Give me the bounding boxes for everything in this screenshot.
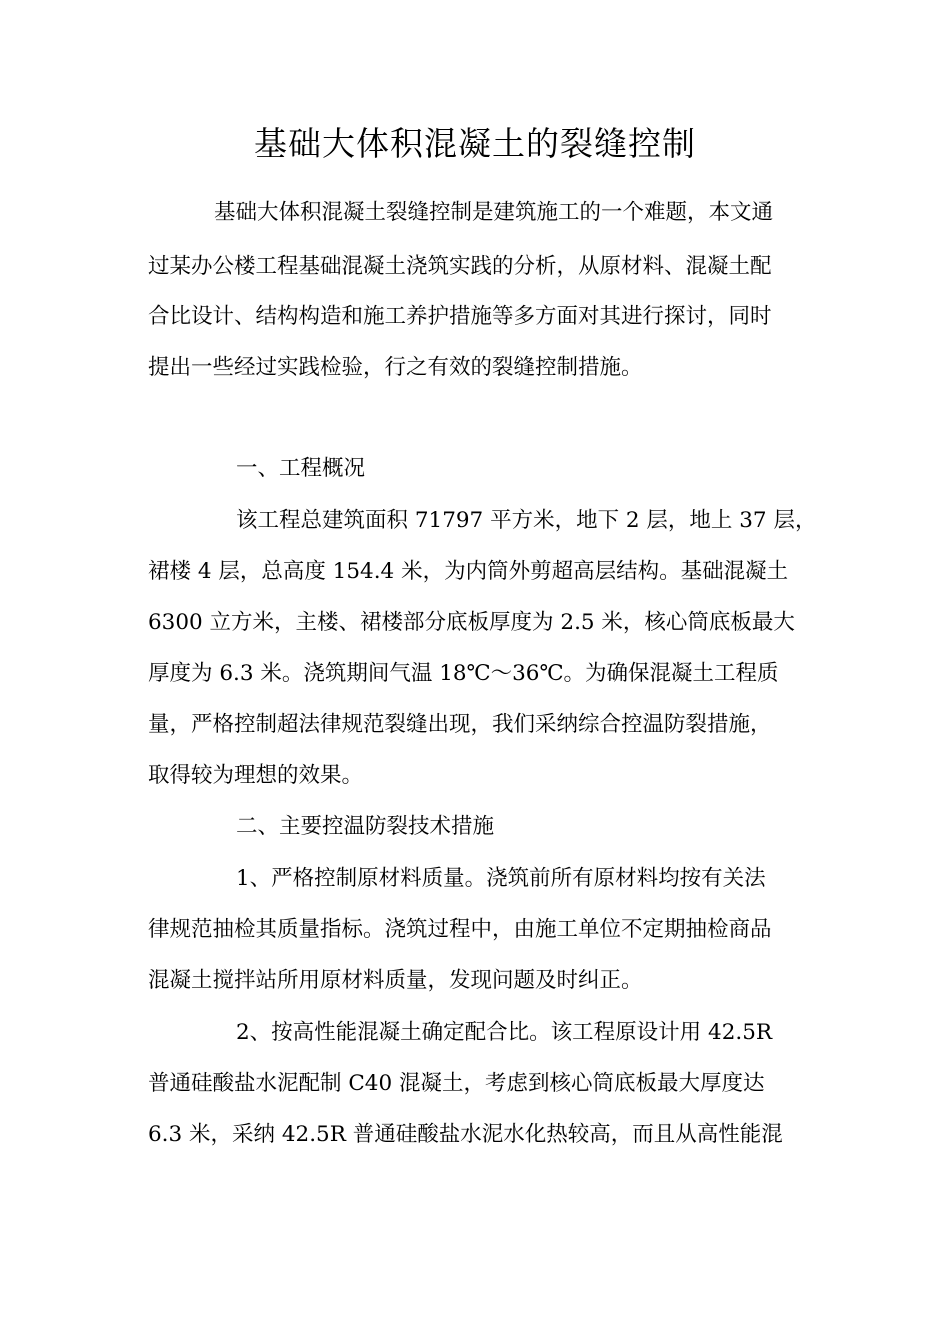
body-line: 合比设计、结构构造和施工养护措施等多方面对其进行探讨，同时 [148, 304, 772, 329]
body-line: 2、按高性能混凝土确定配合比。该工程原设计用 42.5R [236, 1020, 773, 1045]
body-line: 该工程总建筑面积 71797 平方米，地下 2 层，地上 37 层， [236, 508, 817, 533]
body-line: 量，严格控制超法律规范裂缝出现，我们采纳综合控温防裂措施， [148, 712, 772, 737]
body-line: 基础大体积混凝土裂缝控制是建筑施工的一个难题，本文通 [214, 200, 774, 225]
body-line: 提出一些经过实践检验，行之有效的裂缝控制措施。 [148, 355, 643, 380]
body-line: 律规范抽检其质量指标。浇筑过程中，由施工单位不定期抽检商品 [148, 917, 772, 942]
body-line: 1、严格控制原材料质量。浇筑前所有原材料均按有关法 [236, 866, 766, 891]
body-line: 取得较为理想的效果。 [148, 763, 364, 788]
section-heading: 二、主要控温防裂技术措施 [236, 814, 495, 839]
body-line: 混凝土搅拌站所用原材料质量，发现问题及时纠正。 [148, 968, 643, 993]
document-title: 基础大体积混凝土的裂缝控制 [254, 124, 696, 163]
body-line: 6300 立方米，主楼、裙楼部分底板厚度为 2.5 米，核心筒底板最大 [148, 610, 795, 635]
body-line: 厚度为 6.3 米。浇筑期间气温 18℃～36℃。为确保混凝土工程质 [148, 661, 779, 686]
body-line: 过某办公楼工程基础混凝土浇筑实践的分析，从原材料、混凝土配 [148, 254, 772, 279]
body-line: 裙楼 4 层，总高度 154.4 米，为内筒外剪超高层结构。基础混凝土 [148, 559, 789, 584]
body-line: 普通硅酸盐水泥配制 C40 混凝土，考虑到核心筒底板最大厚度达 [148, 1071, 765, 1096]
body-line: 6.3 米，采纳 42.5R 普通硅酸盐水泥水化热较高，而且从高性能混 [148, 1122, 783, 1147]
section-heading: 一、工程概况 [236, 456, 366, 481]
